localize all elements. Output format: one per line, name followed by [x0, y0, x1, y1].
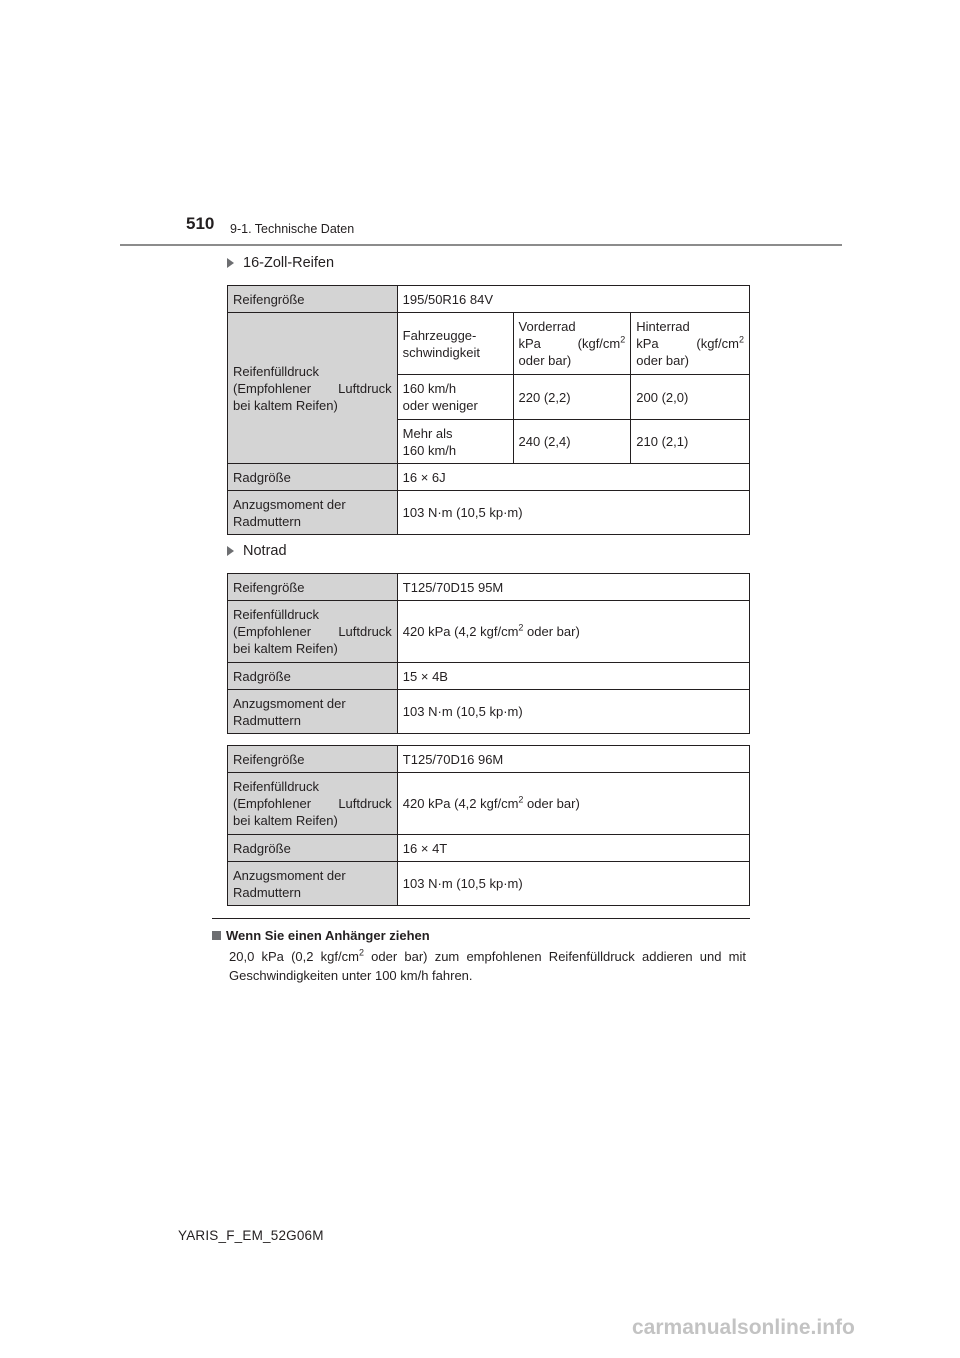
tire-size-value: T125/70D16 96M: [397, 746, 749, 773]
section-heading-spare: [227, 543, 287, 559]
table-row: [228, 663, 750, 690]
torque-label: Anzugsmoment der Radmuttern: [228, 690, 398, 734]
table-row: [228, 601, 750, 663]
pressure-label: Reifenfülldruck (Empfohlener Luftdruck bei kaltem Reifen): [228, 313, 398, 464]
rear-pressure-value: 200 (2,0): [631, 375, 750, 420]
rear-pressure-value: 210 (2,1): [631, 420, 750, 464]
note-heading: [212, 928, 430, 943]
wheel-size-label: Radgröße: [228, 663, 398, 690]
spare-tire-table-15: [227, 573, 750, 734]
tire-size-label: Reifengröße: [228, 286, 398, 313]
table-row: [228, 690, 750, 734]
note-body: 20,0 kPa (0,2 kgf/$cm^2$ oder bar) zum empfohlenen Reifenfülldruck addieren und mit Geschwindigkeiten unter 100 km/h fahren.: [229, 947, 746, 983]
rear-wheel-column-header: Hinterrad kPa ($kgf/cm^2$ oder bar): [631, 313, 750, 375]
tire-size-label: Reifengröße: [228, 574, 398, 601]
table-row: [228, 773, 750, 835]
front-pressure-value: 240 (2,4): [513, 420, 631, 464]
spare-tire-table-16: [227, 745, 750, 906]
torque-label: Anzugsmoment der Radmuttern: [228, 491, 398, 535]
speed-value: Mehr als 160 km/h: [397, 420, 513, 464]
front-wheel-column-header: Vorderrad kPa ($kgf/cm^2$ oder bar): [513, 313, 631, 375]
section-heading-text: 16-Zoll-Reifen: [243, 255, 335, 271]
document-code: YARIS_F_EM_52G06M: [178, 1228, 324, 1243]
wheel-size-label: Radgröße: [228, 835, 398, 862]
wheel-size-value: 16 × 4T: [397, 835, 749, 862]
page-number: 510: [186, 214, 215, 233]
pressure-value: 420 kPa (4,2 kgf/$cm^2$ oder bar): [397, 601, 749, 663]
table-row: [228, 313, 750, 375]
section-heading-text: Notrad: [243, 543, 287, 559]
header-divider: [120, 244, 842, 246]
torque-value: 103 N·m (10,5 kp·m): [397, 690, 749, 734]
watermark: carmanualsonline.info: [632, 1316, 855, 1339]
tire-size-value: 195/50R16 84V: [397, 286, 749, 313]
table-row: [228, 746, 750, 773]
torque-value: 103 N·m (10,5 kp·m): [397, 862, 749, 906]
table-row: [228, 286, 750, 313]
torque-label: Anzugsmoment der Radmuttern: [228, 862, 398, 906]
table-row: [228, 862, 750, 906]
square-bullet-icon: [212, 931, 221, 940]
triangle-bullet-icon: [227, 258, 234, 268]
tire-size-value: T125/70D15 95M: [397, 574, 749, 601]
speed-column-header: Fahrzeugge- schwindigkeit: [397, 313, 513, 375]
table-row: [228, 835, 750, 862]
note-heading-text: Wenn Sie einen Anhänger ziehen: [226, 928, 430, 943]
wheel-size-value: 15 × 4B: [397, 663, 749, 690]
pressure-label: Reifenfülldruck (Empfohlener Luftdruck bei kaltem Reifen): [228, 773, 398, 835]
tire-spec-table-16-inch: [227, 285, 750, 535]
tire-size-label: Reifengröße: [228, 746, 398, 773]
pressure-label: Reifenfülldruck (Empfohlener Luftdruck bei kaltem Reifen): [228, 601, 398, 663]
triangle-bullet-icon: [227, 546, 234, 556]
table-row: [228, 491, 750, 535]
pressure-value: 420 kPa (4,2 kgf/$cm^2$ oder bar): [397, 773, 749, 835]
note-divider: [212, 918, 750, 919]
section-heading-16-inch: [227, 255, 334, 271]
chapter-title: 9-1. Technische Daten: [230, 222, 355, 236]
torque-value: 103 N·m (10,5 kp·m): [397, 491, 749, 535]
front-pressure-value: 220 (2,2): [513, 375, 631, 420]
speed-value: 160 km/h oder weniger: [397, 375, 513, 420]
table-row: [228, 464, 750, 491]
wheel-size-label: Radgröße: [228, 464, 398, 491]
wheel-size-value: 16 × 6J: [397, 464, 749, 491]
table-row: [228, 574, 750, 601]
